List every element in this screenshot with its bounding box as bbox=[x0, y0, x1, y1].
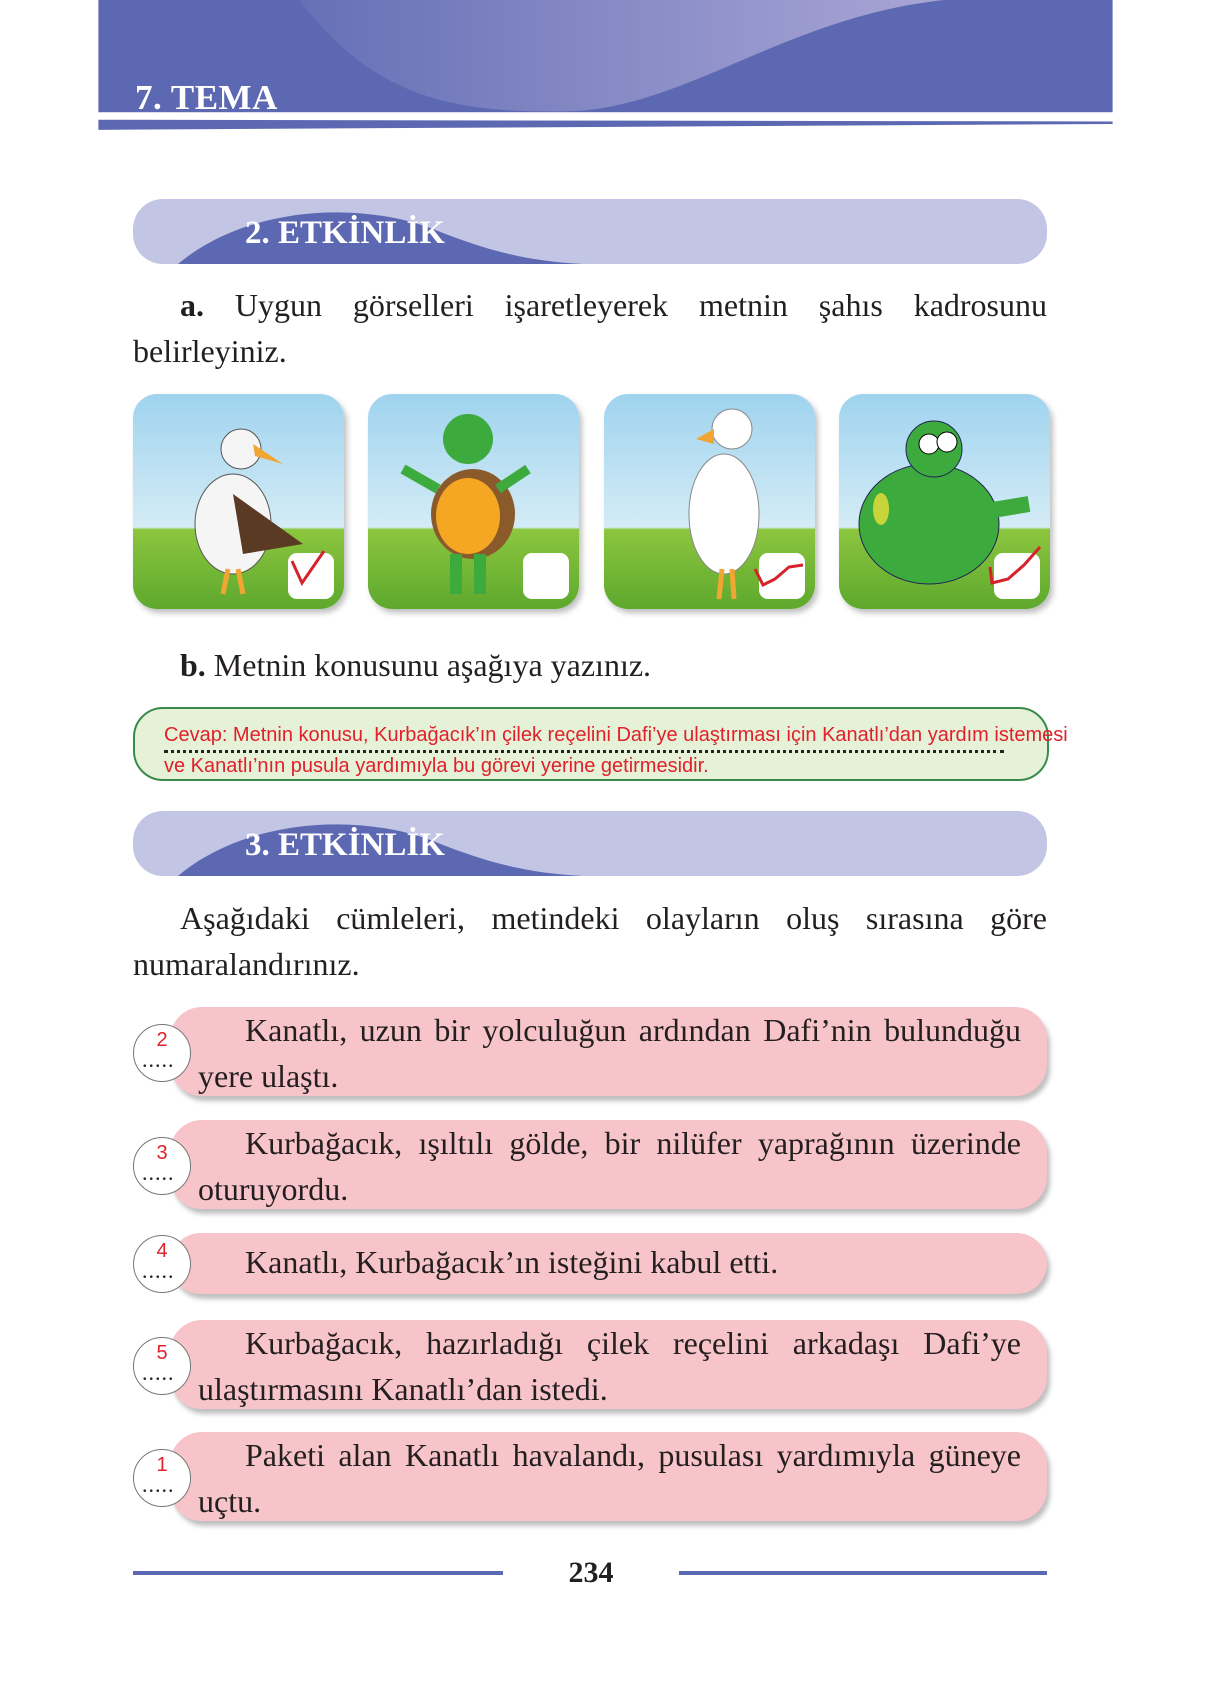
sentence-item: Kanatlı, Kurbağacık’ın isteğini kabul etti. bbox=[170, 1233, 1047, 1294]
duck-checkbox[interactable] bbox=[759, 553, 805, 599]
sentence-item: Kurbağacık, hazırladığı çilek reçelini arkadaşı Dafi’ye ulaştırmasını Kanatlı’dan istedi. bbox=[170, 1320, 1047, 1409]
answer-line-2: ve Kanatlı’nın pusula yardımıyla bu görevi yerine getirmesidir. bbox=[164, 755, 709, 777]
answer-dotted-line bbox=[164, 750, 1004, 753]
sentence-item: Paketi alan Kanatlı havalandı, pusulası yardımıyla güneye uçtu. bbox=[170, 1432, 1047, 1521]
activity-3-header bbox=[133, 811, 1047, 876]
part-a-instruction: a. Uygun görselleri işaretleyerek metnin şahıs kadrosunu belirleyiniz. bbox=[133, 287, 1047, 369]
theme-title: 7. TEMA bbox=[135, 78, 278, 117]
frog-image bbox=[839, 394, 1050, 609]
order-circle[interactable]: ..... 5 bbox=[133, 1337, 191, 1395]
duck-image bbox=[604, 394, 815, 609]
order-circle[interactable]: ..... 1 bbox=[133, 1449, 191, 1507]
activity-2-header bbox=[133, 199, 1047, 264]
activity-2-title: 2. ETKİNLİK bbox=[245, 215, 445, 251]
part-b-instruction: b. Metnin konusunu aşağıya yazınız. bbox=[180, 647, 652, 683]
frog-checkbox[interactable] bbox=[994, 553, 1040, 599]
activity-3-title: 3. ETKİNLİK bbox=[245, 827, 445, 863]
footer-line-left bbox=[133, 1571, 503, 1575]
footer-line-right bbox=[679, 1571, 1047, 1575]
page-number: 234 bbox=[568, 1556, 614, 1589]
turtle-checkbox[interactable] bbox=[523, 553, 569, 599]
activity-3-instruction: Aşağıdaki cümleleri, metindeki olayların oluş sırasına göre numaralandırınız. bbox=[133, 900, 1047, 982]
sentence-item: Kurbağacık, ışıltılı gölde, bir nilüfer yaprağının üzerinde oturuyordu. bbox=[170, 1120, 1047, 1209]
order-circle[interactable]: ..... 3 bbox=[133, 1137, 191, 1195]
answer-line-1: Cevap: Metnin konusu, Kurbağacık’ın çilek reçelini Dafi’ye ulaştırması için Kanatlı’dan yardım istemesi bbox=[164, 724, 1068, 746]
order-circle[interactable]: ..... 4 bbox=[133, 1235, 191, 1293]
turtle-image bbox=[368, 394, 579, 609]
order-circle[interactable]: ..... 2 bbox=[133, 1024, 191, 1082]
sentence-item: Kanatlı, uzun bir yolculuğun ardından Dafi’nin bulunduğu yere ulaştı. bbox=[170, 1007, 1047, 1096]
seagull-image bbox=[133, 394, 344, 609]
seagull-checkbox[interactable] bbox=[288, 553, 334, 599]
